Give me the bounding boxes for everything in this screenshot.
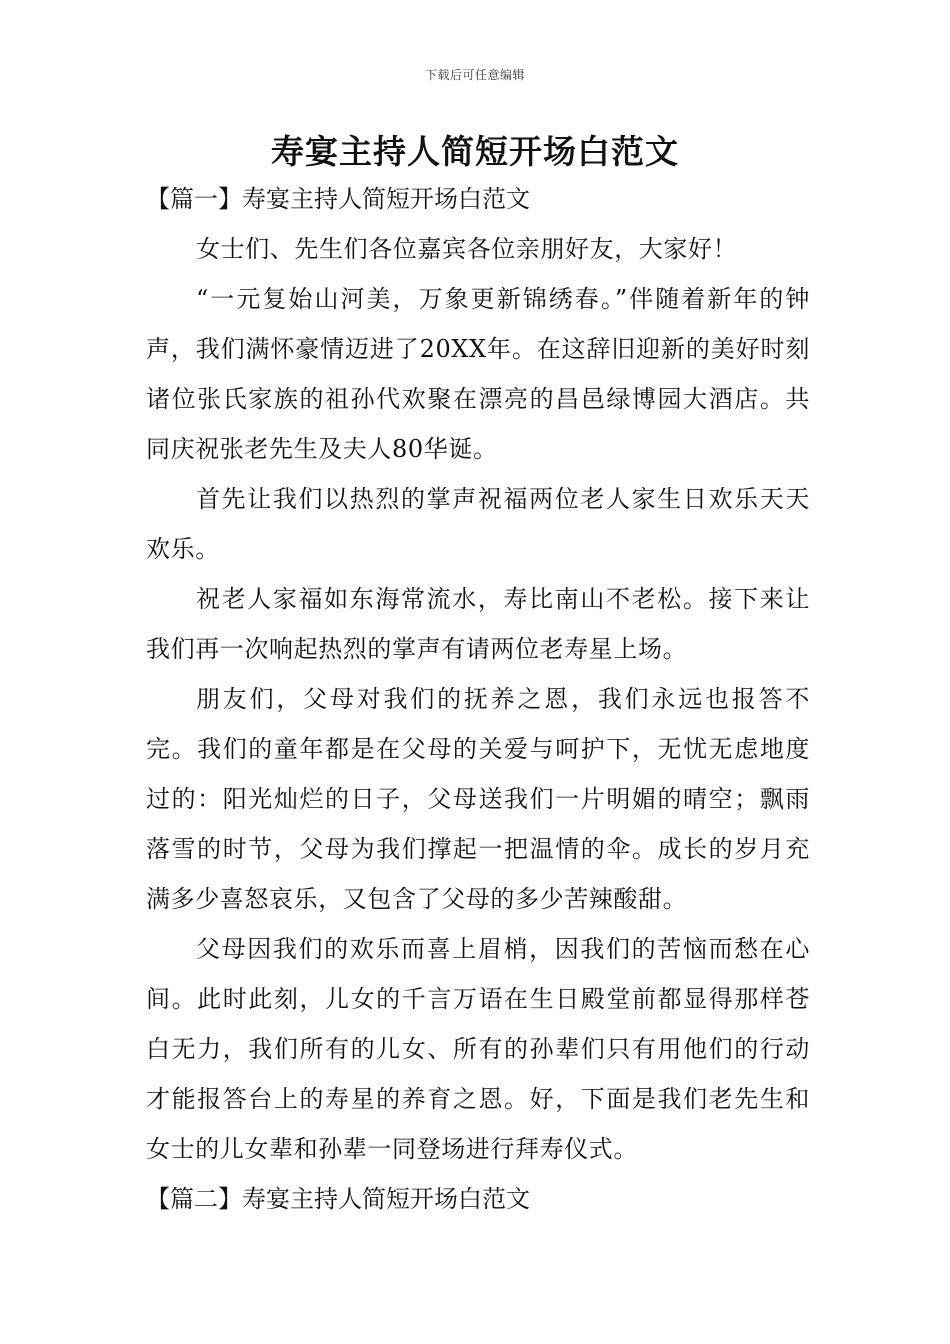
header-note: 下载后可任意编辑: [424, 68, 525, 82]
paragraph-blessing: 祝老人家福如东海常流水，寿比南山不老松。接下来让我们再一次响起热烈的掌声有请两位老寿星上场。: [146, 585, 810, 663]
section-heading-2: 【篇二】寿宴主持人简短开场白范文: [146, 1185, 530, 1213]
paragraph-parents-care: 朋友们，父母对我们的抚养之恩，我们永远也报答不完。我们的童年都是在父母的关爱与呵护下，无忧无虑地度过的：阳光灿烂的日子，父母送我们一片明媚的晴空；飘雨落雪的时节，父母为我们撑起一把温情的伞。成长的岁月充满多少喜怒哀乐，又包含了父母的多少苦辣酸甜。: [146, 685, 810, 913]
section-heading-1: 【篇一】寿宴主持人简短开场白范文: [146, 185, 530, 213]
document-title: 寿宴主持人简短开场白范文: [271, 132, 679, 171]
paragraph-ceremony: 父母因我们的欢乐而喜上眉梢，因我们的苦恼而愁在心间。此时此刻，儿女的千言万语在生日殿堂前都显得那样苍白无力，我们所有的儿女、所有的孙辈们只有用他们的行动才能报答台上的寿星的养育之恩。好，下面是我们老先生和女士的儿女辈和孙辈一同登场进行拜寿仪式。: [146, 935, 810, 1163]
document-body: [146, 174, 810, 1224]
paragraph-applause: 首先让我们以热烈的掌声祝福两位老人家生日欢乐天天欢乐。: [146, 485, 810, 563]
paragraph-new-year: “一元复始山河美，万象更新锦绣春。”伴随着新年的钟声，我们满怀豪情迈进了20XX年。在这辞旧迎新的美好时刻诸位张氏家族的祖孙代欢聚在漂亮的昌邑绿博园大酒店。共同庆祝张老先生及夫人80华诞。: [146, 285, 810, 463]
paragraph-greeting: 女士们、先生们各位嘉宾各位亲朋好友，大家好！: [196, 235, 738, 263]
